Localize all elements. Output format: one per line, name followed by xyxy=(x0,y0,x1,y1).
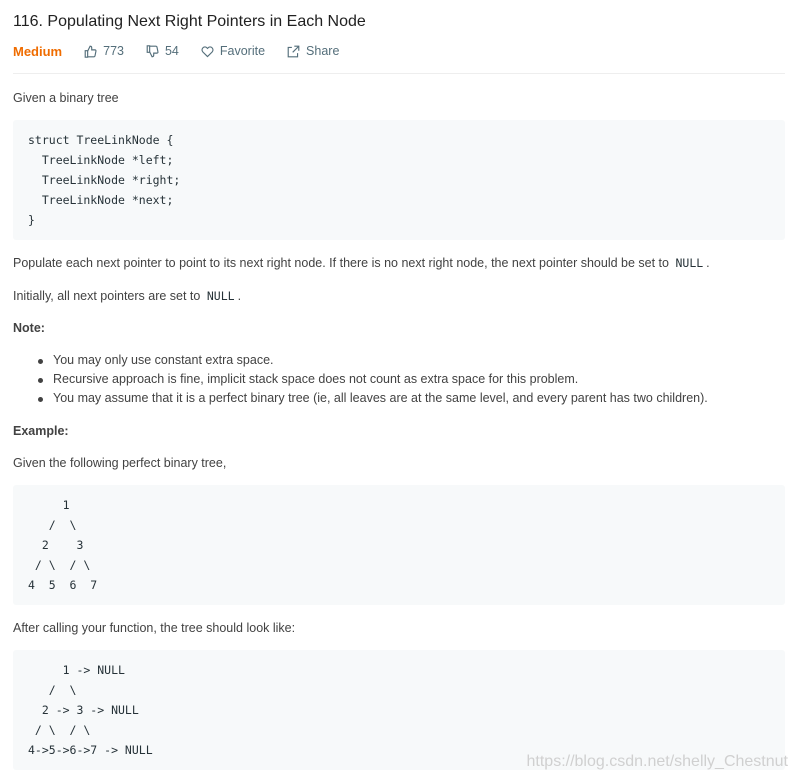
tree-before-code-block xyxy=(13,485,785,605)
code-line: 1 -> NULL xyxy=(28,663,125,677)
period: . xyxy=(237,289,242,303)
favorite-label: Favorite xyxy=(219,44,266,58)
like-count: 773 xyxy=(103,44,124,58)
code-line: / \ / \ xyxy=(28,558,91,572)
thumbs-down-icon xyxy=(146,45,159,58)
code-line: } xyxy=(28,213,35,227)
thumbs-up-icon xyxy=(84,45,97,58)
initial-paragraph xyxy=(13,289,241,303)
code-line: 2 -> 3 -> NULL xyxy=(28,703,139,717)
header-divider xyxy=(13,73,785,74)
code-line: / \ / \ xyxy=(28,723,91,737)
example-intro: Given the following perfect binary tree, xyxy=(13,456,227,470)
difficulty-label: Medium xyxy=(13,43,63,59)
initial-text: Initially, all next pointers are set to xyxy=(13,289,201,303)
code-line: 1 xyxy=(28,498,70,512)
populate-text: Populate each next pointer to point to its next right node. If there is no next right node, the next pointer should be set to xyxy=(13,256,669,270)
share-label: Share xyxy=(306,44,340,58)
list-item: You may only use constant extra space. xyxy=(13,351,708,370)
code-line: 4 5 6 7 xyxy=(28,578,98,592)
share-icon xyxy=(287,45,300,58)
heart-icon xyxy=(201,45,214,58)
period: . xyxy=(706,256,710,270)
code-line: struct TreeLinkNode { xyxy=(28,133,174,147)
problem-title: 116. Populating Next Right Pointers in Each Node xyxy=(13,13,366,30)
note-heading: Note: xyxy=(13,321,45,335)
code-line: 4->5->6->7 -> NULL xyxy=(28,743,153,757)
null-inline-code: NULL xyxy=(675,256,704,270)
notes-list xyxy=(13,351,708,408)
dislike-count: 54 xyxy=(164,44,179,58)
example-heading: Example: xyxy=(13,424,69,438)
code-line: TreeLinkNode *next; xyxy=(28,193,174,207)
share-button[interactable] xyxy=(287,44,339,58)
problem-meta xyxy=(13,42,361,60)
intro-text: Given a binary tree xyxy=(13,91,119,105)
code-line: TreeLinkNode *left; xyxy=(28,153,174,167)
dislike-button[interactable] xyxy=(146,44,179,58)
code-line: / \ xyxy=(28,518,77,532)
after-text: After calling your function, the tree should look like: xyxy=(13,621,296,635)
favorite-button[interactable] xyxy=(201,44,265,58)
tree-after-code-block xyxy=(13,650,785,770)
populate-paragraph xyxy=(13,256,710,270)
code-line: 2 3 xyxy=(28,538,84,552)
list-item: You may assume that it is a perfect binary tree (ie, all leaves are at the same level, and every parent has two children). xyxy=(13,389,708,408)
code-line: TreeLinkNode *right; xyxy=(28,173,181,187)
null-inline-code: NULL xyxy=(206,289,235,303)
list-item: Recursive approach is fine, implicit stack space does not count as extra space for this problem. xyxy=(13,370,708,389)
code-line: / \ xyxy=(28,683,77,697)
struct-code-block xyxy=(13,120,785,240)
watermark: https://blog.csdn.net/shelly_Chestnut xyxy=(526,753,788,770)
like-button[interactable] xyxy=(84,44,124,58)
